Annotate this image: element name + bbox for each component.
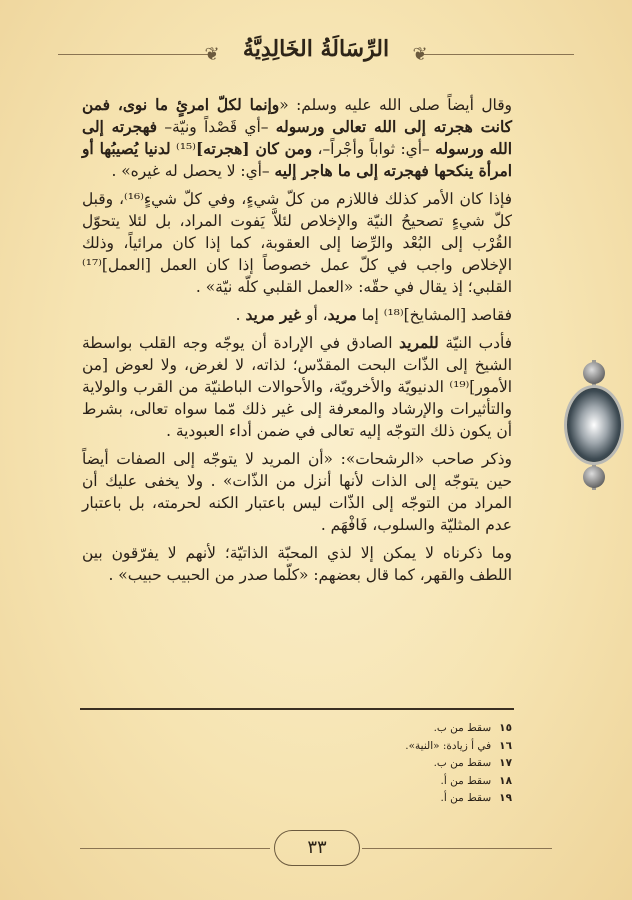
footnote-text: سقط من ب.	[433, 757, 492, 769]
bold-text: ومن كان [هجرته]	[195, 140, 313, 158]
text-run: –أي: ثواباً وأجْراً–،	[312, 140, 436, 158]
text-run: –أي قَصْداً ونيّة–	[157, 118, 276, 136]
header-rule-left	[58, 54, 208, 55]
text-run: فإذا كان الأمر كذلك فاللازم من كلّ شيءٍ، وفي كلّ شيءٍ⁽¹⁶⁾، وقبل كلّ شيءٍ تصحيحُ النيّة والإخلاص لئلاَّ يَفوت المراد، بل لئلا يتحوّل القُرْب إلى البُعْد والرِّضا إلى العقوبة، كما إذا كان مرائياً، وذلك الإخلاص واجب في كلّ عمل خصوصاً إذا كان العمل [العمل]⁽¹⁷⁾ القلبي؛ إذ يقال في حقّه: «العمل القلبي كلّه نيّة» .	[82, 190, 512, 296]
footnote-text: سقط من أ.	[440, 792, 492, 804]
footnote-number: ١٩	[499, 792, 512, 804]
side-medallion-icon	[565, 360, 623, 490]
medallion-gem	[567, 388, 621, 462]
text-run: فقاصد [المشايخ]⁽¹⁸⁾ إما	[356, 306, 512, 324]
footnote-text: سقط من ب.	[433, 722, 492, 734]
paragraph	[82, 542, 512, 586]
paragraph	[82, 304, 512, 326]
bold-text: للمريد	[399, 334, 439, 352]
paragraph	[82, 188, 512, 298]
footnote-number: ١٧	[499, 757, 512, 769]
paragraph	[82, 332, 512, 442]
footnote-item	[82, 738, 512, 756]
ornament-left-icon: ❦	[204, 44, 220, 65]
footnote-separator	[80, 708, 514, 710]
bold-text: مريد	[327, 306, 357, 324]
page-number-footer	[0, 828, 632, 868]
body-text	[82, 94, 512, 586]
header-rule-right	[424, 54, 574, 55]
footnote-item	[82, 790, 512, 808]
text-run: –أي: لا يحصل له غيره» .	[111, 162, 275, 180]
paragraph	[82, 448, 512, 536]
page-title: الرِّسَالَةُ الخَالِدِيَّةُ	[242, 36, 390, 62]
footnotes	[82, 720, 512, 808]
footnote-item	[82, 773, 512, 791]
running-header	[0, 30, 632, 80]
footnote-text: سقط من أ.	[440, 774, 492, 787]
medallion-top-ball	[583, 362, 605, 384]
bold-text: فهجرته إلى الله ورسوله	[82, 118, 512, 158]
bold-text: غير مريد	[245, 306, 302, 324]
paragraph	[82, 94, 512, 182]
bold-text: لدنيا يُصيبُها أو امرأة ينكحها فهجرته إلى ما هاجر إليه	[82, 140, 512, 180]
footnote-text: في أ زيادة: «النية».	[405, 739, 492, 752]
text-run: الصادق في الإرادة أن يوجّه وجه القلب بواسطة الشيخ إلى الذّات البحت المقدّس؛ لذاته، لا لغرض، ولا لعوض [من الأمور]⁽¹⁹⁾ الدنيويّة والأخرويّة، والأحوالات الباطنيّة من القرب والولاية والتأثيرات والإرشاد والمعرفة إلى غير ذلك مّما سواه تعالى، بشرط أن يكون ذلك التوجّه إليه تعالى في ضمن أداء العبودية .	[82, 334, 512, 440]
footnote-number: ١٥	[499, 722, 512, 734]
footnote-item	[82, 720, 512, 738]
footer-rule-right	[362, 848, 552, 849]
bold-text: وإنما لكلّ امرئٍ ما نوى، فمن كانت هجرته إلى الله تعالى ورسوله	[82, 96, 512, 136]
page-number: ٣٣	[274, 830, 360, 866]
text-run: وما ذكرناه لا يمكن إلا لذي المحبّة الذاتيّة؛ لأنهم لا يفرّقون بين اللطف والقهر، كما قال بعضهم: «كلّما صدر من الحبيب حبيب» .	[82, 544, 512, 584]
medallion-bottom-ball	[583, 466, 605, 488]
footer-rule-left	[80, 848, 270, 849]
text-run: وذكر صاحب «الرشحات»: «أن المريد لا يتوجّه إلى الصفات أيضاً حين يتوجّه إلى الذات لأنها أنزل من الذّات» . ولا يخفى عليك أن المراد من التوجّه إلى الذّات ليس باعتبار الكنه لحرمته، بل باعتبار عدم المثليّة والسلوب، فَافْهَم .	[82, 450, 512, 534]
footnote-number: ١٦	[499, 739, 512, 752]
ornament-right-icon: ❦	[412, 44, 428, 65]
footnote-number: ١٨	[499, 774, 512, 787]
text-run: ⁽¹⁵⁾	[170, 140, 196, 158]
text-run: ، أو	[301, 306, 328, 324]
text-run: فأدب النيّة	[438, 334, 512, 352]
text-run: .	[235, 306, 246, 324]
text-run: وقال أيضاً صلى الله عليه وسلم: «	[279, 96, 512, 114]
footnote-item	[82, 755, 512, 773]
